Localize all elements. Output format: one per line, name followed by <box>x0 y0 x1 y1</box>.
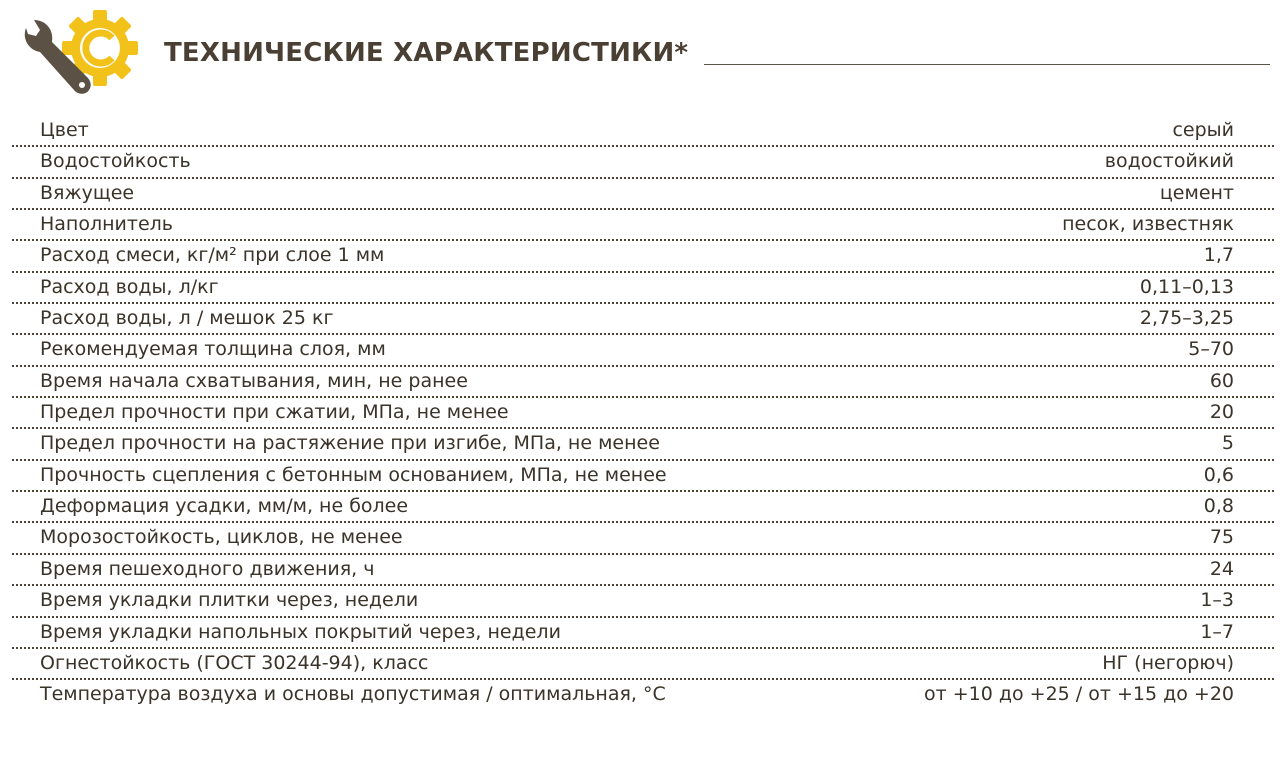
param-value: 60 <box>1209 369 1234 392</box>
param-value: 2,75–3,25 <box>1139 307 1234 330</box>
param-label: Расход воды, л / мешок 25 кг <box>40 307 334 330</box>
param-value: 1,7 <box>1203 244 1234 267</box>
table-row <box>12 398 1274 429</box>
spec-table <box>12 116 1274 712</box>
table-row <box>12 116 1274 147</box>
param-value: серый <box>1172 119 1234 141</box>
table-row <box>12 335 1274 366</box>
param-value: 24 <box>1209 557 1234 580</box>
param-label: Водостойкость <box>40 150 191 173</box>
param-label: Рекомендуемая толщина слоя, мм <box>40 338 386 361</box>
param-label: Время пешеходного движения, ч <box>40 557 375 580</box>
param-value: 1–7 <box>1200 620 1234 643</box>
header <box>18 8 1274 103</box>
table-row <box>12 304 1274 335</box>
param-label: Предел прочности при сжатии, МПа, не менее <box>40 401 509 424</box>
param-label: Предел прочности на растяжение при изгибе, МПа, не менее <box>40 432 660 455</box>
param-value: 0,8 <box>1203 495 1234 518</box>
table-row <box>12 618 1274 649</box>
param-value: 20 <box>1209 401 1234 424</box>
param-value: НГ (негорюч) <box>1102 651 1234 674</box>
table-row <box>12 461 1274 492</box>
param-label: Время укладки напольных покрытий через, недели <box>40 620 561 643</box>
param-label: Прочность сцепления с бетонным основанием, МПа, не менее <box>40 463 667 486</box>
title-divider <box>704 64 1270 65</box>
param-value: водостойкий <box>1104 150 1234 173</box>
param-label: Время укладки плитки через, недели <box>40 589 419 612</box>
param-value: 0,6 <box>1203 463 1234 486</box>
param-value: 0,11–0,13 <box>1139 275 1234 298</box>
table-row <box>12 649 1274 680</box>
table-row <box>12 179 1274 210</box>
param-label: Наполнитель <box>40 213 173 236</box>
param-label: Морозостойкость, циклов, не менее <box>40 526 403 549</box>
wrench-gear-logo-icon <box>18 8 146 100</box>
table-row <box>12 586 1274 617</box>
param-label: Температура воздуха и основы допустимая / оптимальная, °С <box>40 683 666 706</box>
param-value: 75 <box>1209 526 1234 549</box>
param-label: Цвет <box>40 119 89 141</box>
param-value: 5–70 <box>1188 338 1234 361</box>
table-row <box>12 273 1274 304</box>
table-row <box>12 241 1274 272</box>
table-row <box>12 523 1274 554</box>
table-row <box>12 147 1274 178</box>
param-label: Расход смеси, кг/м² при слое 1 мм <box>40 244 385 267</box>
param-label: Деформация усадки, мм/м, не более <box>40 495 409 518</box>
table-row <box>12 367 1274 398</box>
table-row <box>12 555 1274 586</box>
page-title: ТЕХНИЧЕСКИЕ ХАРАКТЕРИСТИКИ* <box>164 38 689 68</box>
table-row <box>12 429 1274 460</box>
param-label: Огнестойкость (ГОСТ 30244-94), класс <box>40 651 429 674</box>
param-label: Время начала схватывания, мин, не ранее <box>40 369 468 392</box>
table-row <box>12 210 1274 241</box>
param-label: Расход воды, л/кг <box>40 275 219 298</box>
param-value: 5 <box>1221 432 1234 455</box>
table-row <box>12 492 1274 523</box>
param-label: Вяжущее <box>40 181 135 204</box>
table-row <box>12 680 1274 711</box>
param-value: от +10 до +25 / от +15 до +20 <box>923 683 1234 706</box>
param-value: песок, известняк <box>1062 213 1234 236</box>
param-value: цемент <box>1159 181 1234 204</box>
param-value: 1–3 <box>1200 589 1234 612</box>
